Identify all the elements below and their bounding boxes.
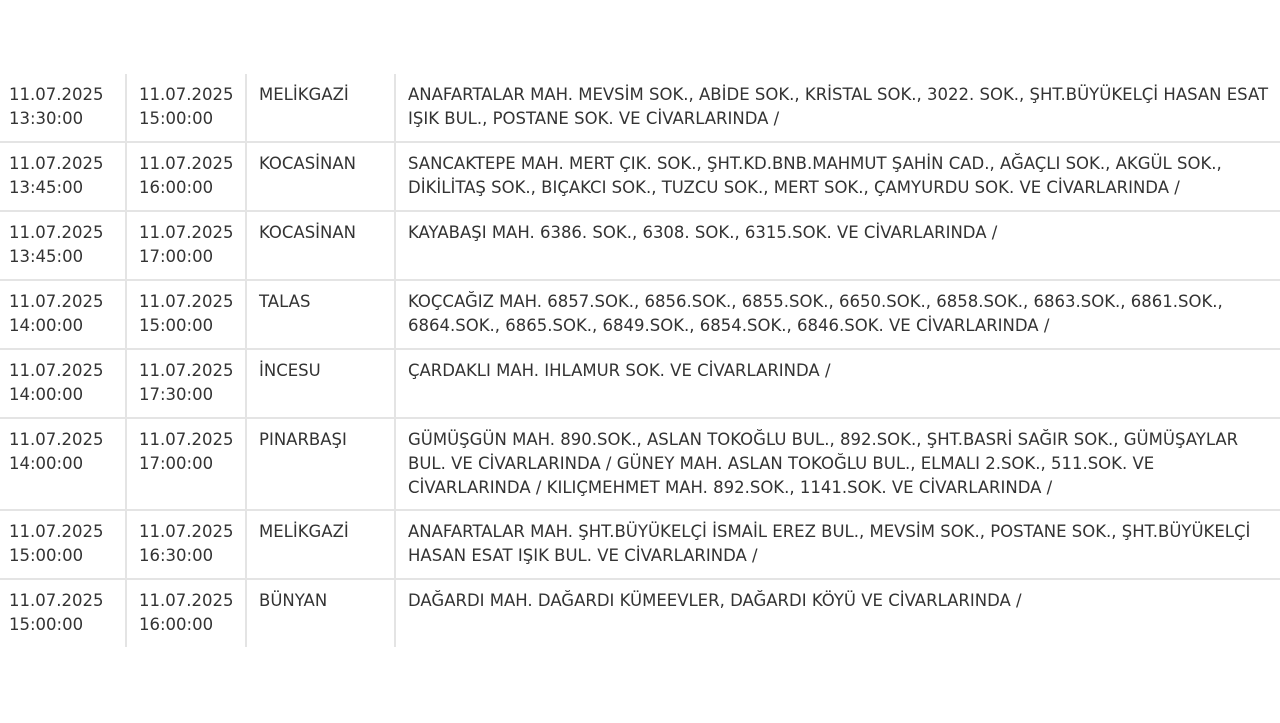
end-date: 11.07.2025 [139,154,234,173]
streets-cell [395,349,1280,418]
end-date: 11.07.2025 [139,292,234,311]
end-time: 17:00:00 [139,454,214,473]
affected-streets: SANCAKTEPE MAH. MERT ÇIK. SOK., ŞHT.KD.BNB.MAHMUT ŞAHİN CAD., AĞAÇLI SOK., AKGÜL SOK., DİKİLİTAŞ SOK., BIÇAKCI SOK., TUZCU SOK., MERT SOK., ÇAMYURDU SOK. VE CİVARLARINDA / [408,154,1222,197]
start-date: 11.07.2025 [9,154,104,173]
end-datetime-cell [126,211,246,280]
start-time: 14:00:00 [9,385,84,404]
end-datetime-cell [126,579,246,647]
table-row [0,142,1280,211]
end-date: 11.07.2025 [139,430,234,449]
start-datetime-cell [0,349,126,418]
start-date: 11.07.2025 [9,522,104,541]
end-time: 15:00:00 [139,109,214,128]
outage-table-body [0,74,1280,647]
end-datetime-cell [126,510,246,579]
table-row [0,211,1280,280]
start-time: 15:00:00 [9,615,84,634]
district-cell [246,349,395,418]
district-name: MELİKGAZİ [259,522,349,541]
district-cell [246,280,395,349]
district-name: TALAS [259,292,311,311]
affected-streets: KOÇCAĞIZ MAH. 6857.SOK., 6856.SOK., 6855.SOK., 6650.SOK., 6858.SOK., 6863.SOK., 6861.SOK., 6864.SOK., 6865.SOK., 6849.SOK., 6854.SOK., 6846.SOK. VE CİVARLARINDA / [408,292,1223,335]
end-date: 11.07.2025 [139,591,234,610]
end-date: 11.07.2025 [139,522,234,541]
start-date: 11.07.2025 [9,591,104,610]
district-cell [246,579,395,647]
end-datetime-cell [126,349,246,418]
end-time: 16:30:00 [139,546,214,565]
district-name: İNCESU [259,361,321,380]
start-datetime-cell [0,579,126,647]
start-time: 14:00:00 [9,316,84,335]
end-time: 16:00:00 [139,178,214,197]
district-cell [246,510,395,579]
end-date: 11.07.2025 [139,85,234,104]
streets-cell [395,510,1280,579]
affected-streets: ANAFARTALAR MAH. ŞHT.BÜYÜKELÇİ İSMAİL EREZ BUL., MEVSİM SOK., POSTANE SOK., ŞHT.BÜYÜKELÇİ HASAN ESAT IŞIK BUL. VE CİVARLARINDA / [408,522,1251,565]
end-time: 17:30:00 [139,385,214,404]
affected-streets: DAĞARDI MAH. DAĞARDI KÜMEEVLER, DAĞARDI KÖYÜ VE CİVARLARINDA / [408,591,1022,610]
district-cell [246,211,395,280]
district-name: MELİKGAZİ [259,85,349,104]
table-row [0,418,1280,510]
end-datetime-cell [126,74,246,142]
table-row [0,579,1280,647]
start-date: 11.07.2025 [9,430,104,449]
streets-cell [395,74,1280,142]
district-cell [246,74,395,142]
start-date: 11.07.2025 [9,223,104,242]
start-date: 11.07.2025 [9,85,104,104]
district-name: KOCASİNAN [259,223,357,242]
district-name: KOCASİNAN [259,154,357,173]
table-row [0,74,1280,142]
start-time: 13:45:00 [9,247,84,266]
table-row [0,510,1280,579]
end-date: 11.07.2025 [139,361,234,380]
end-datetime-cell [126,142,246,211]
start-time: 15:00:00 [9,546,84,565]
start-datetime-cell [0,211,126,280]
end-datetime-cell [126,280,246,349]
start-date: 11.07.2025 [9,361,104,380]
affected-streets: ANAFARTALAR MAH. MEVSİM SOK., ABİDE SOK., KRİSTAL SOK., 3022. SOK., ŞHT.BÜYÜKELÇİ HASAN ESAT IŞIK BUL., POSTANE SOK. VE CİVARLARINDA / [408,85,1269,128]
start-datetime-cell [0,280,126,349]
table-row [0,349,1280,418]
affected-streets: ÇARDAKLI MAH. IHLAMUR SOK. VE CİVARLARINDA / [408,361,831,380]
affected-streets: GÜMÜŞGÜN MAH. 890.SOK., ASLAN TOKOĞLU BUL., 892.SOK., ŞHT.BASRİ SAĞIR SOK., GÜMÜŞAYLAR BUL. VE CİVARLARINDA / GÜNEY MAH. ASLAN TOKOĞLU BUL., ELMALI 2.SOK., 511.SOK. VE CİVARLARINDA / KILIÇMEHMET MAH. 892.SOK., 1141.SOK. VE CİVARLARINDA / [408,430,1239,497]
district-name: PINARBAŞI [259,430,347,449]
start-time: 13:30:00 [9,109,84,128]
affected-streets: KAYABAŞI MAH. 6386. SOK., 6308. SOK., 6315.SOK. VE CİVARLARINDA / [408,223,998,242]
power-outage-table [0,74,1280,647]
district-cell [246,142,395,211]
table-row [0,280,1280,349]
end-time: 15:00:00 [139,316,214,335]
streets-cell [395,142,1280,211]
start-time: 14:00:00 [9,454,84,473]
streets-cell [395,418,1280,510]
start-datetime-cell [0,510,126,579]
district-name: BÜNYAN [259,591,328,610]
end-datetime-cell [126,418,246,510]
start-time: 13:45:00 [9,178,84,197]
start-date: 11.07.2025 [9,292,104,311]
streets-cell [395,579,1280,647]
start-datetime-cell [0,418,126,510]
district-cell [246,418,395,510]
streets-cell [395,280,1280,349]
start-datetime-cell [0,74,126,142]
start-datetime-cell [0,142,126,211]
end-time: 16:00:00 [139,615,214,634]
end-date: 11.07.2025 [139,223,234,242]
streets-cell [395,211,1280,280]
end-time: 17:00:00 [139,247,214,266]
